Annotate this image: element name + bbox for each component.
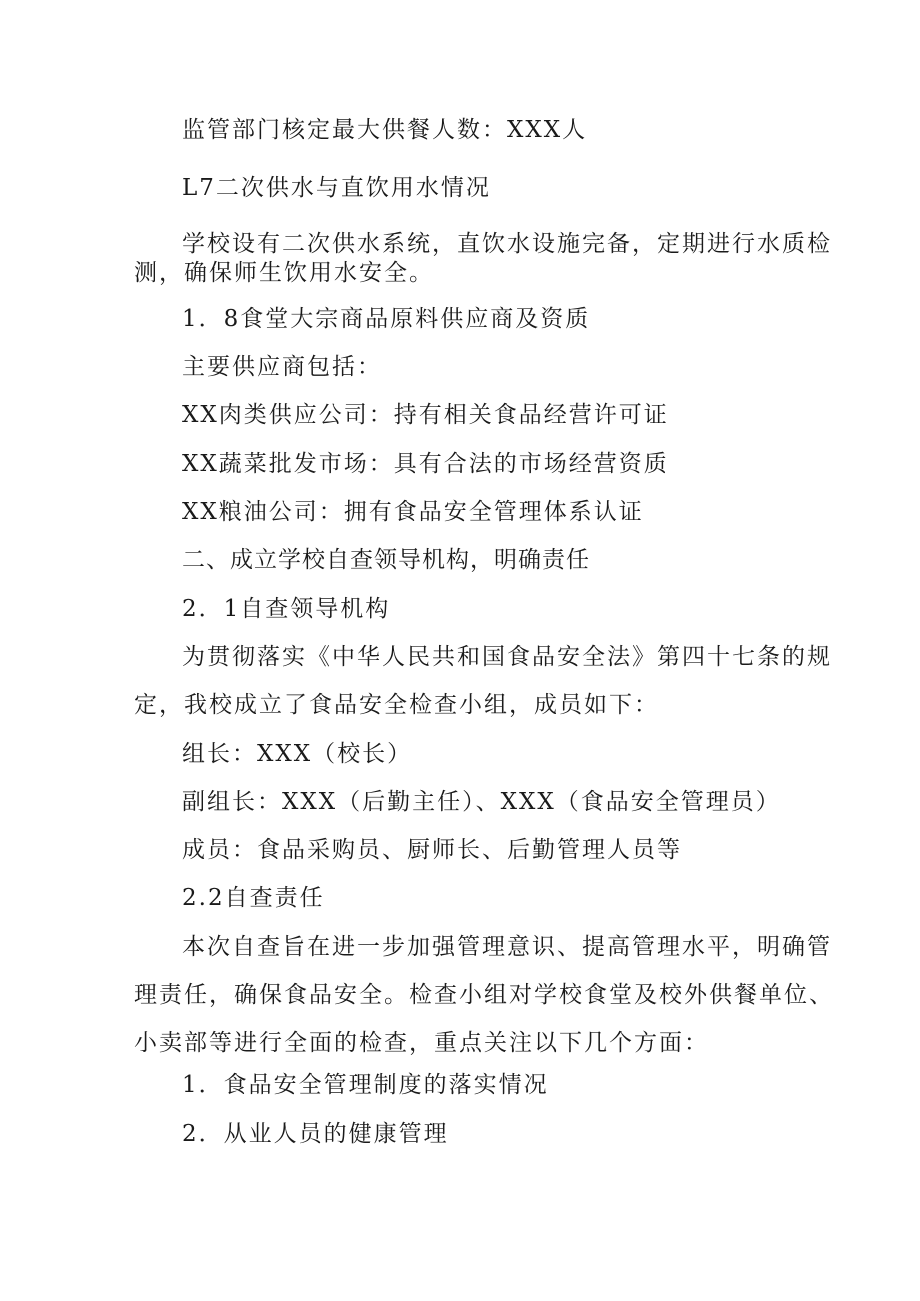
section-heading-suppliers: 1．8食堂大宗商品原料供应商及资质 <box>182 306 591 332</box>
supplier-grain-oil: XX粮油公司：拥有食品安全管理体系认证 <box>182 499 644 525</box>
focus-item-2: 2．从业人员的健康管理 <box>182 1121 449 1147</box>
paragraph-max-meals: 监管部门核定最大供餐人数：XXX人 <box>182 117 588 143</box>
member-leader: 组长：XXX（校长） <box>182 741 413 767</box>
section-heading-leadership-body: 2．1自查领导机构 <box>182 596 391 622</box>
section-heading-responsibility: 2.2自查责任 <box>182 885 325 911</box>
member-list: 成员：食品采购员、厨师长、后勤管理人员等 <box>182 837 682 863</box>
paragraph-law-line-1: 为贯彻落实《中华人民共和国食品安全法》第四十七条的规 <box>182 644 832 670</box>
supplier-meat: XX肉类供应公司：持有相关食品经营许可证 <box>182 402 669 428</box>
paragraph-law-line-2: 定，我校成立了食品安全检查小组，成员如下： <box>134 692 659 718</box>
paragraph-water-line-1: 学校设有二次供水系统，直饮水设施完备，定期进行水质检 <box>182 231 832 257</box>
chapter-heading-leadership: 二、成立学校自查领导机构，明确责任 <box>182 547 590 573</box>
paragraph-responsibility-line-2: 理责任，确保食品安全。检查小组对学校食堂及校外供餐单位、 <box>134 982 834 1008</box>
supplier-vegetable: XX蔬菜批发市场：具有合法的市场经营资质 <box>182 451 669 477</box>
paragraph-responsibility-line-1: 本次自查旨在进一步加强管理意识、提高管理水平，明确管 <box>182 934 832 960</box>
paragraph-water-line-2: 测，确保师生饮用水安全。 <box>134 260 434 286</box>
member-deputy-leader: 副组长：XXX（后勤主任）、XXX（食品安全管理员） <box>182 789 781 815</box>
focus-item-1: 1．食品安全管理制度的落实情况 <box>182 1072 549 1098</box>
paragraph-suppliers-intro: 主要供应商包括： <box>182 354 382 380</box>
section-heading-water: L7二次供水与直饮用水情况 <box>182 175 491 201</box>
paragraph-responsibility-line-3: 小卖部等进行全面的检查，重点关注以下几个方面： <box>134 1030 709 1056</box>
